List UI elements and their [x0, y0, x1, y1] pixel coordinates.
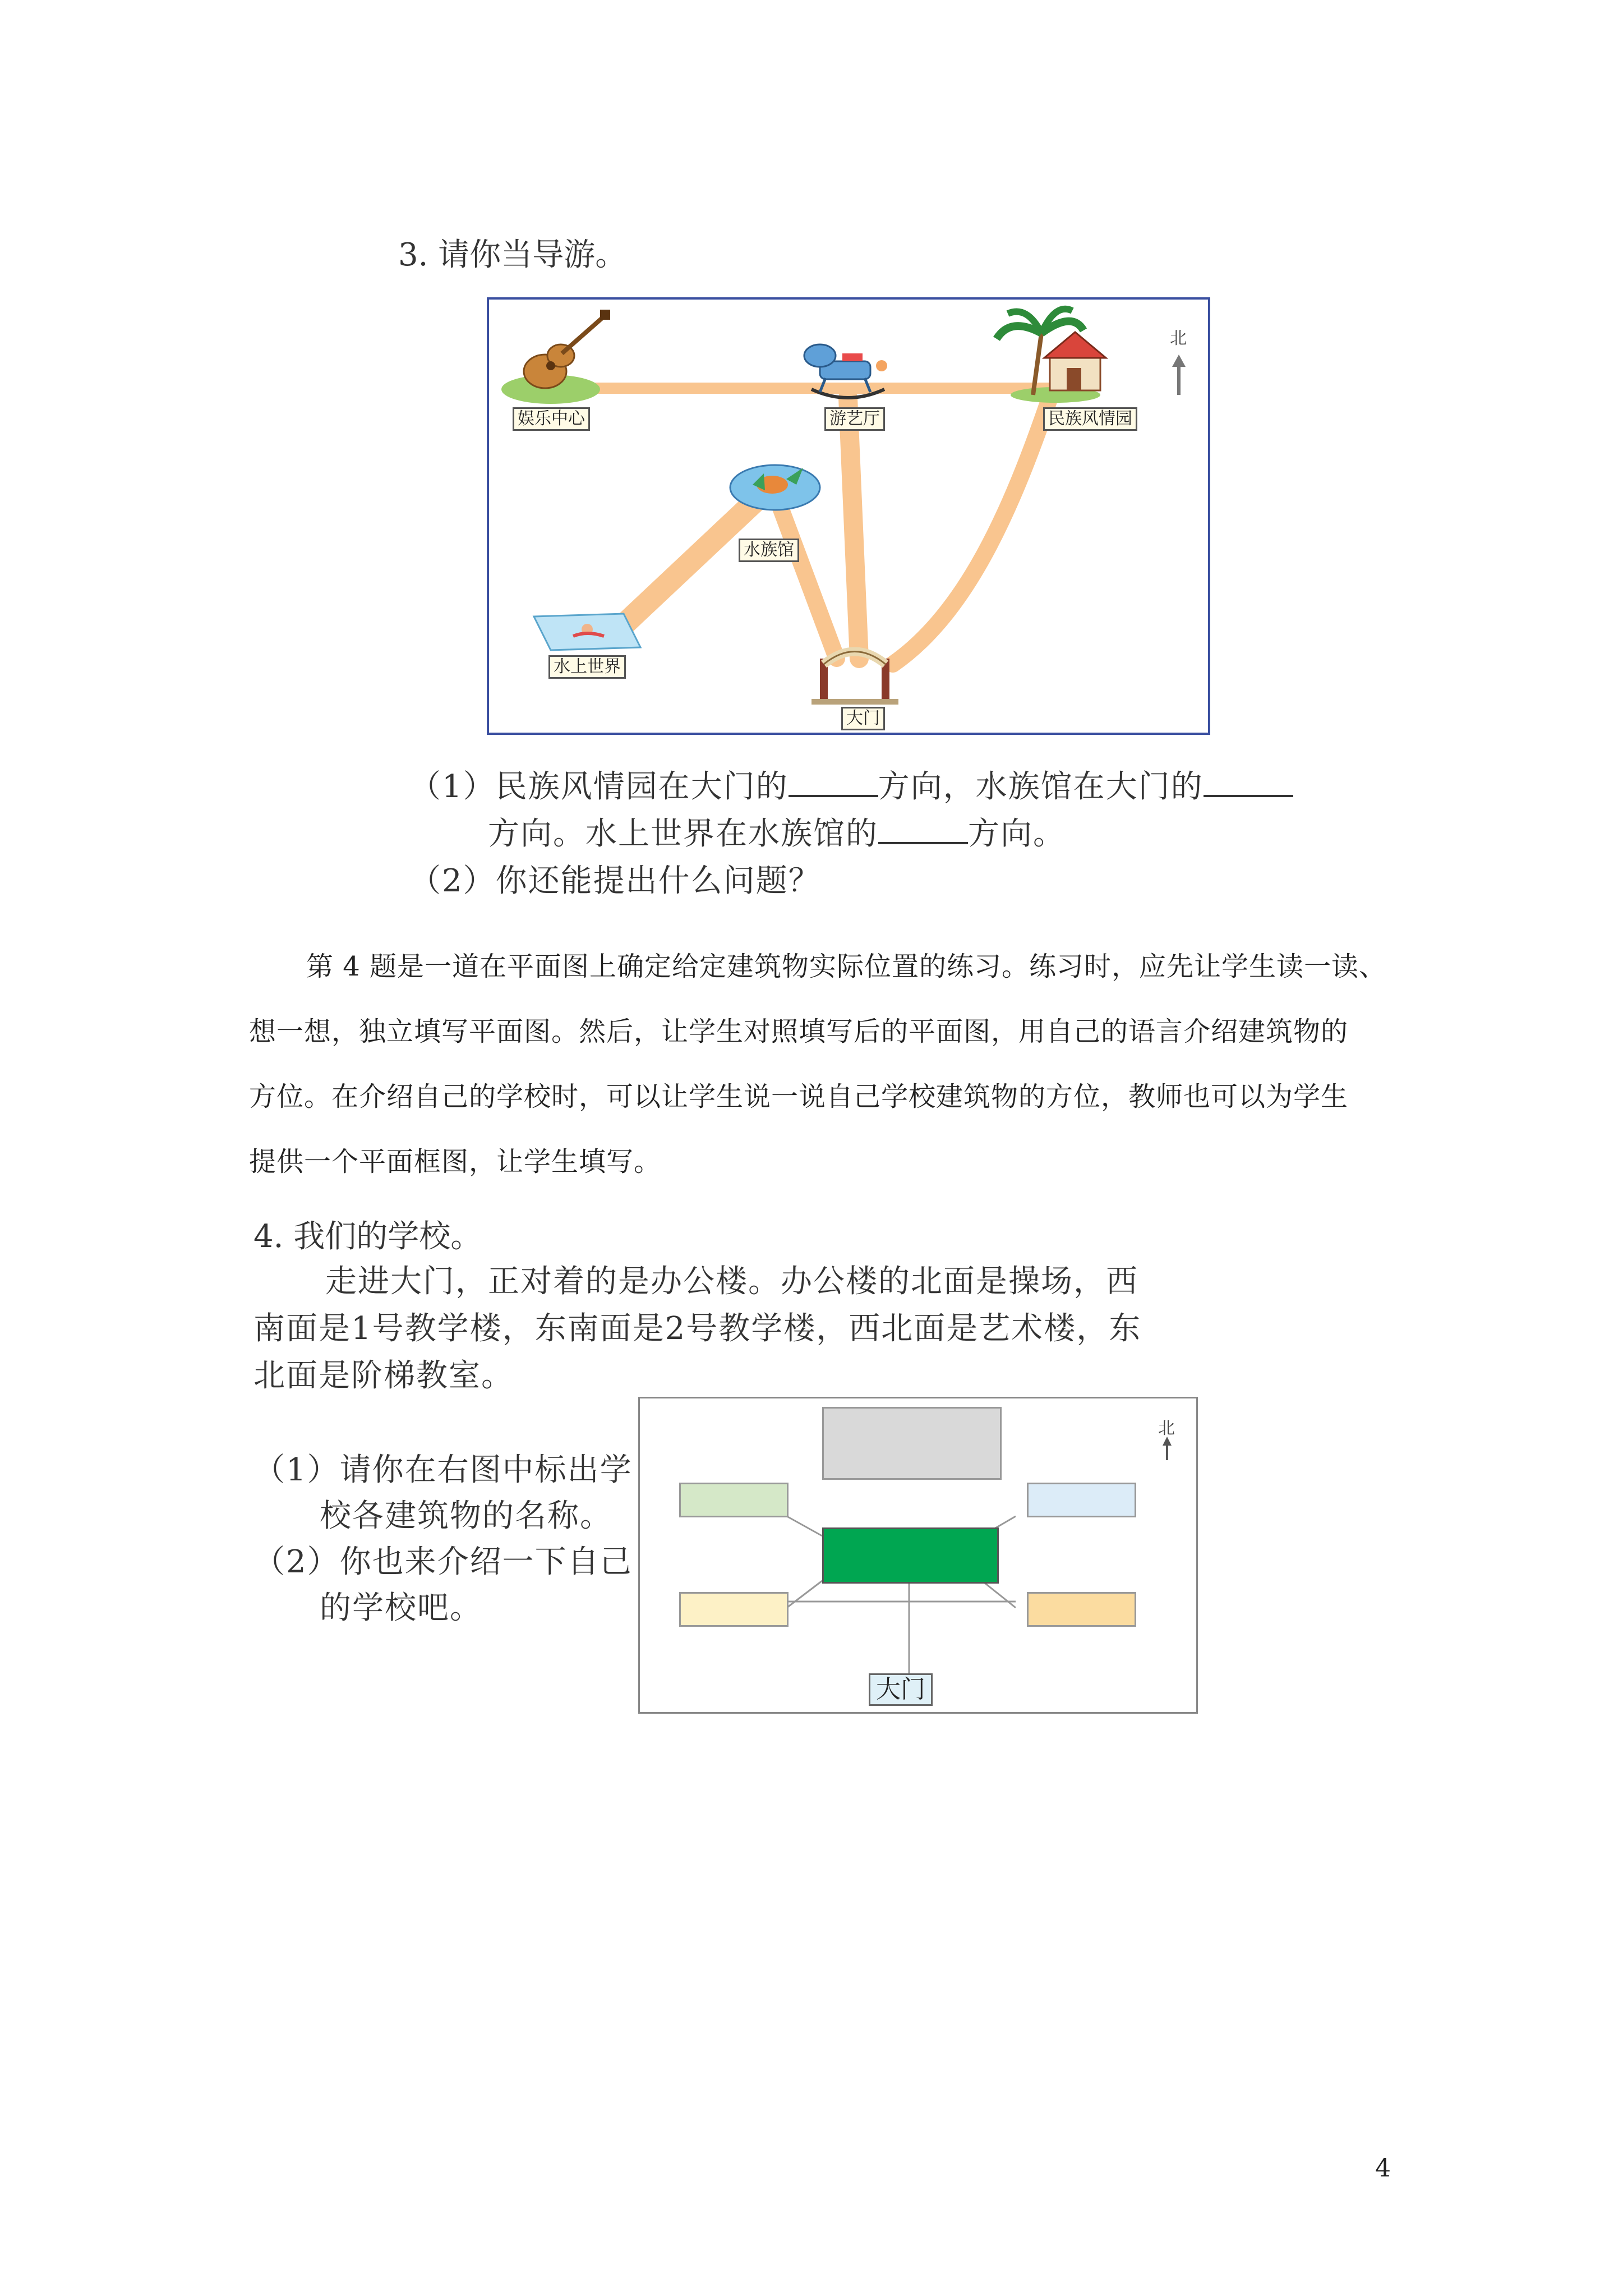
q4-desc-line-3: 北面是阶梯教室。	[253, 1358, 514, 1394]
teaching-building-1-box[interactable]	[679, 1592, 789, 1627]
plan-gate-label: 大门	[869, 1673, 933, 1706]
q3-q1-part2: 方向，水族馆在大门的	[878, 769, 1204, 805]
q4-task-2-line-2: 的学校吧。	[320, 1590, 482, 1626]
q3-question-2: （2）你还能提出什么问题？	[409, 863, 821, 899]
north-arrow-icon	[1172, 355, 1186, 395]
answer-blank[interactable]	[1204, 770, 1293, 797]
road-aquarium-gate	[775, 493, 837, 659]
lecture-hall-box[interactable]	[1027, 1483, 1136, 1517]
commentary-line-1: 第 4 题是一道在平面图上确定给定建筑物实际位置的练习。练习时，应先让学生读一读、	[306, 951, 1387, 982]
commentary-line-4: 提供一个平面框图，让学生填写。	[249, 1146, 662, 1177]
q3-question-1-line-1	[409, 762, 1293, 807]
label-water-world: 水上世界	[548, 655, 626, 679]
commentary-line-2: 想一想，独立填写平面图。然后，让学生对照填写后的平面图，用自己的语言介绍建筑物的	[249, 1016, 1349, 1047]
plan-north-label: 北	[1158, 1419, 1175, 1438]
art-building-box[interactable]	[679, 1483, 789, 1517]
q4-desc-line-1: 走进大门，正对着的是办公楼。办公楼的北面是操场，西	[325, 1263, 1138, 1300]
q4-task-2-line-1: （2）你也来介绍一下自己	[253, 1544, 633, 1580]
label-ethnic-park: 民族风情园	[1043, 407, 1137, 431]
q4-title: 4. 我们的学校。	[253, 1218, 482, 1255]
q3-map	[487, 297, 1210, 735]
q4-task-1-line-1: （1）请你在右图中标出学	[253, 1452, 633, 1488]
label-aquarium: 水族馆	[739, 539, 799, 562]
commentary-line-3: 方位。在介绍自己的学校时，可以让学生说一说自己学校建筑物的方位，教师也可以为学生	[249, 1081, 1349, 1112]
answer-blank[interactable]	[878, 817, 968, 844]
aquarium-icon	[730, 465, 820, 510]
q3-q1-part1: （1）民族风情园在大门的	[409, 769, 789, 805]
q4-desc-line-2: 南面是1号教学楼，东南面是2号教学楼，西北面是艺术楼，东	[253, 1310, 1142, 1347]
q3-question-1-line-2	[488, 809, 1066, 854]
swimming-pool-icon	[534, 614, 640, 650]
playground-box[interactable]	[822, 1407, 1002, 1480]
road-ethnic-gate	[893, 398, 1050, 664]
school-plan	[638, 1397, 1198, 1714]
q3-q1-line2-a: 方向。水上世界在水族馆的	[488, 816, 878, 852]
q4-task-1-line-2: 校各建筑物的名称。	[320, 1498, 612, 1534]
office-building-box[interactable]	[822, 1527, 999, 1584]
guitar-icon	[501, 310, 610, 404]
page-number: 4	[1375, 2154, 1391, 2183]
teaching-building-2-box[interactable]	[1027, 1592, 1136, 1627]
label-arcade: 游艺厅	[824, 407, 885, 431]
q3-q1-line2-b: 方向。	[968, 816, 1066, 852]
north-label: 北	[1170, 329, 1187, 348]
answer-blank[interactable]	[789, 770, 878, 797]
q3-title: 3. 请你当导游。	[398, 237, 627, 273]
north-arrow-icon	[1163, 1437, 1172, 1460]
label-gate: 大门	[841, 707, 885, 730]
road-arcade-gate	[848, 398, 859, 659]
label-entertainment: 娱乐中心	[513, 407, 590, 431]
